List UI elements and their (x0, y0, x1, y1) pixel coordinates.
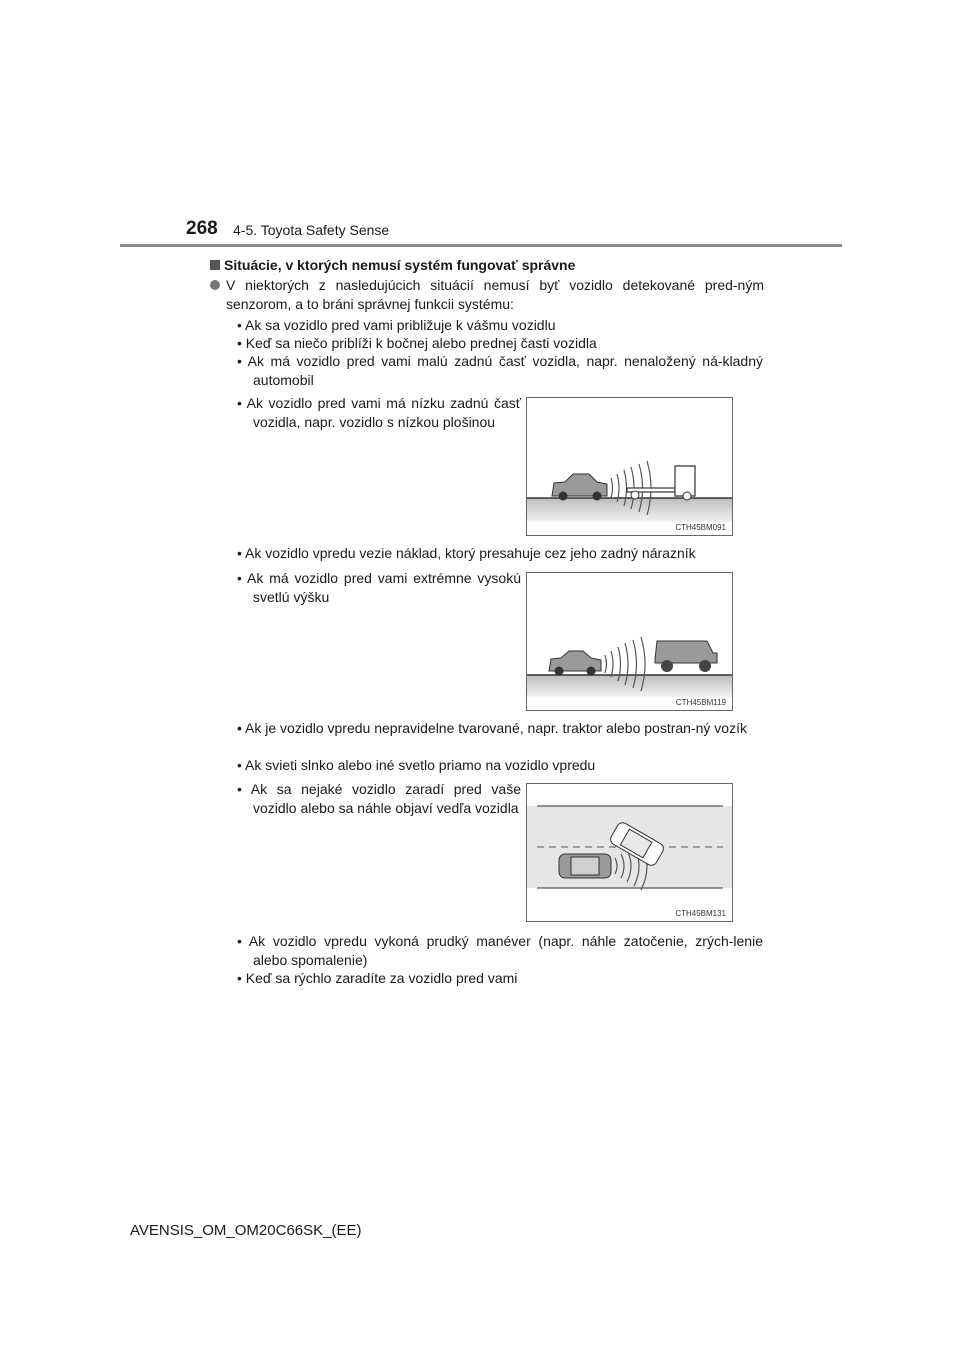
figure-cut-in-vehicle (526, 783, 733, 922)
section-title: 4-5. Toyota Safety Sense (233, 222, 390, 238)
list-item: • Ak má vozidlo pred vami extrémne vysokú svetlú výšku (237, 570, 521, 605)
heading-text: Situácie, v ktorých nemusí systém fungovať správne (224, 257, 576, 273)
list-item: • Ak vozidlo vpredu vykoná prudký manéver (napr. náhle zatočenie, zrých-lenie alebo spomalenie) (237, 933, 763, 968)
list-item: • Ak je vozidlo vpredu nepravidelne tvarované, napr. traktor alebo postran-ný vozík (237, 720, 747, 736)
document-footer: AVENSIS_OM_OM20C66SK_(EE) (130, 1222, 362, 1239)
list-item: • Ak svieti slnko alebo iné svetlo priamo na vozidlo vpredu (237, 757, 596, 773)
square-bullet-icon (210, 260, 220, 270)
cut-in-vehicle-illustration (527, 784, 732, 921)
situations-heading (210, 257, 575, 273)
figure-high-clearance-vehicle (526, 572, 733, 711)
intro-paragraph (210, 276, 764, 314)
circle-bullet-icon (210, 280, 220, 290)
list-item: • Keď sa rýchlo zaradíte za vozidlo pred vami (237, 970, 518, 986)
list-item: • Ak má vozidlo pred vami malú zadnú časť vozidla, napr. nenaložený ná-kladný automobil (237, 353, 763, 388)
list-item: • Ak vozidlo pred vami má nízku zadnú časť vozidla, napr. vozidlo s nízkou plošinou (237, 395, 521, 430)
high-clearance-vehicle-illustration (527, 573, 732, 710)
intro-text: V niektorých z nasledujúcich situácií nemusí byť vozidlo detekované pred-ným senzorom, a to bráni správnej funkcii systému: (226, 277, 764, 312)
page-number: 268 (186, 218, 218, 239)
low-bed-vehicle-illustration (527, 398, 732, 535)
list-item: • Ak vozidlo vpredu vezie náklad, ktorý presahuje cez jeho zadný nárazník (237, 545, 696, 561)
figure-code: CTH45BM091 (675, 523, 726, 532)
figure-code: CTH45BM119 (675, 698, 726, 707)
list-item: • Ak sa nejaké vozidlo zaradí pred vaše vozidlo alebo sa náhle objaví vedľa vozidla (237, 781, 521, 816)
list-item: • Ak sa vozidlo pred vami približuje k vášmu vozidlu (237, 317, 556, 333)
list-item: • Keď sa niečo priblíži k bočnej alebo prednej časti vozidla (237, 335, 597, 351)
figure-low-bed-vehicle (526, 397, 733, 536)
figure-code: CTH45BM131 (675, 909, 726, 918)
header-rule (120, 244, 842, 247)
